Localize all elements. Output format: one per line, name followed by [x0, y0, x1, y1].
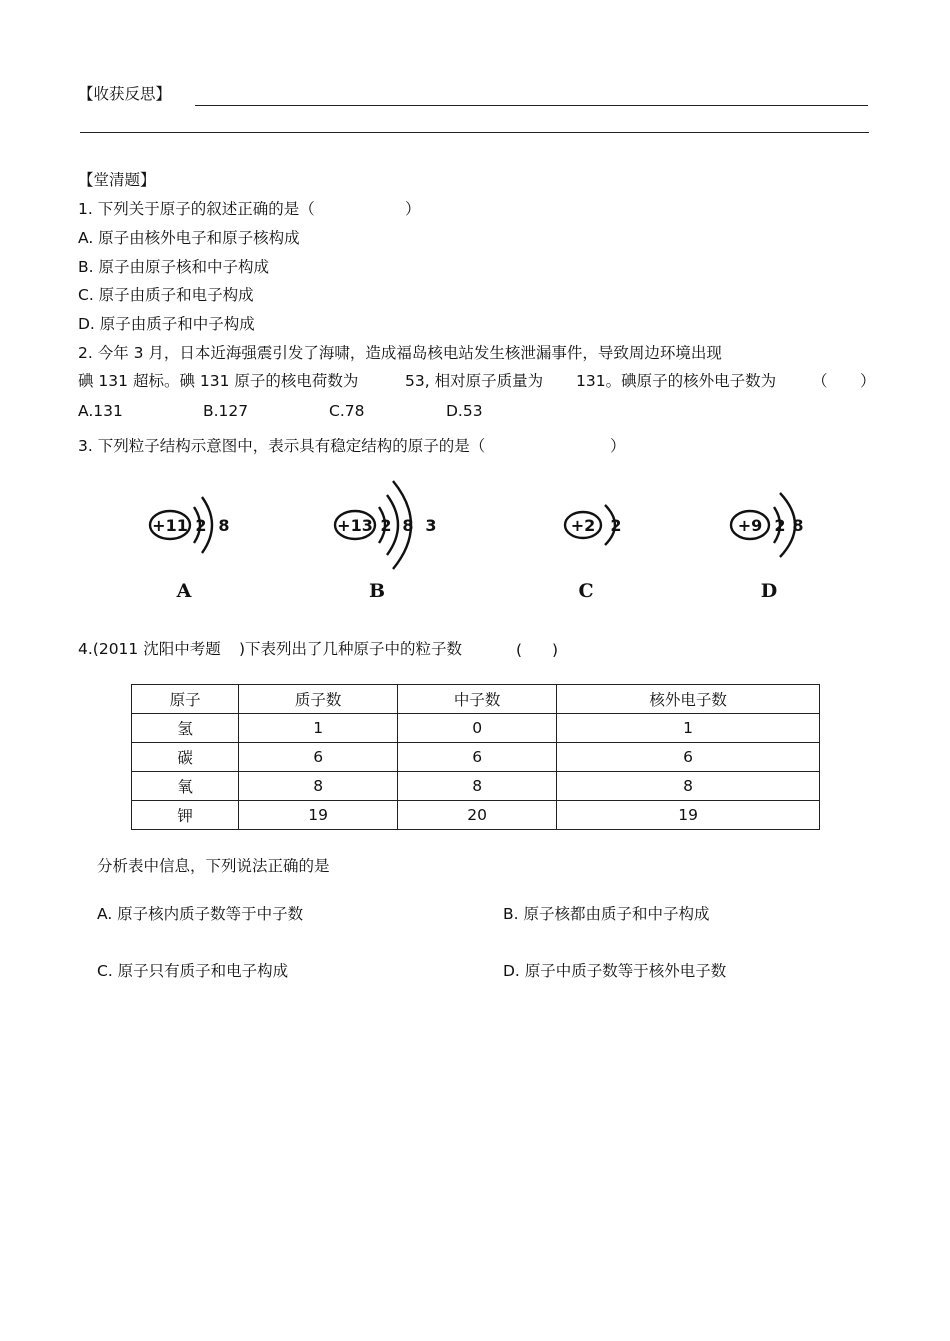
atom-b-nucleus: +13 — [337, 516, 373, 535]
table-cell: 钾 — [132, 801, 239, 830]
q2-line-2-b: 53, 相对原子质量为 — [405, 372, 544, 390]
reflection-line-2 — [80, 132, 869, 133]
table-header-row — [132, 685, 820, 714]
quiz-heading: 【堂清题】 — [78, 171, 156, 189]
reflection-line-1 — [195, 105, 868, 106]
q4-paren: ( — [516, 641, 523, 659]
atom-diagram-d — [722, 485, 822, 605]
table-header: 质子数 — [239, 685, 398, 714]
table-cell: 1 — [557, 714, 820, 743]
atom-b-letter: B — [368, 580, 386, 602]
atom-c-letter: C — [578, 580, 594, 602]
table-cell: 6 — [239, 743, 398, 772]
atom-d-letter: D — [760, 580, 778, 602]
table-cell: 0 — [398, 714, 557, 743]
q1-stem: 1. 下列关于原子的叙述正确的是（ — [78, 200, 315, 218]
table-cell: 19 — [557, 801, 820, 830]
q4-stem: 4.(2011 沈阳中考题 — [78, 640, 221, 658]
q2-line-2-c: 131。碘原子的核外电子数为 — [576, 372, 777, 390]
atom-a-shell-2: 8 — [218, 516, 230, 535]
q1-option-c: C. 原子由质子和电子构成 — [78, 286, 254, 304]
table-header: 中子数 — [398, 685, 557, 714]
atom-d-nucleus: +9 — [737, 516, 763, 535]
table-row — [132, 714, 820, 743]
particle-table — [131, 684, 820, 830]
q2-option-b: B.127 — [203, 402, 249, 420]
q1-option-a: A. 原子由核外电子和原子核构成 — [78, 229, 300, 247]
q4-stem-b: )下表列出了几种原子中的粒子数 — [239, 640, 463, 658]
q2-line-2-paren: （ — [812, 372, 828, 390]
q1-stem-end: ） — [405, 200, 421, 218]
q4-option-c: C. 原子只有质子和电子构成 — [97, 962, 289, 980]
q4-paren-end: ) — [552, 641, 559, 659]
q2-option-d: D.53 — [446, 402, 483, 420]
q2-line-1: 2. 今年 3 月，日本近海强震引发了海啸，造成福岛核电站发生核泄漏事件，导致周边环境出现 — [78, 344, 722, 362]
table-cell: 8 — [398, 772, 557, 801]
q3-stem: 3. 下列粒子结构示意图中，表示具有稳定结构的原子的是（ — [78, 437, 486, 455]
q1-option-b: B. 原子由原子核和中子构成 — [78, 258, 269, 276]
table-cell: 6 — [398, 743, 557, 772]
q4-option-b: B. 原子核都由质子和中子构成 — [503, 905, 710, 923]
atom-d-shell-1: 2 — [774, 516, 786, 535]
q4-option-d: D. 原子中质子数等于核外电子数 — [503, 962, 727, 980]
table-row — [132, 743, 820, 772]
atom-diagram-c — [555, 485, 645, 605]
table-cell: 1 — [239, 714, 398, 743]
table-cell: 氧 — [132, 772, 239, 801]
table-row — [132, 772, 820, 801]
q2-option-a: A.131 — [78, 402, 123, 420]
table-cell: 20 — [398, 801, 557, 830]
q2-option-c: C.78 — [329, 402, 365, 420]
q2-line-2: 碘 131 超标。碘 131 原子的核电荷数为 — [78, 372, 359, 390]
table-cell: 6 — [557, 743, 820, 772]
table-cell: 碳 — [132, 743, 239, 772]
atom-b-shell-1: 2 — [380, 516, 392, 535]
atom-a-letter: A — [176, 580, 192, 602]
q4-prompt: 分析表中信息，下列说法正确的是 — [97, 857, 330, 875]
atom-diagram-b — [325, 475, 455, 605]
atom-c-shell-1: 2 — [610, 516, 622, 535]
table-header: 原子 — [132, 685, 239, 714]
table-cell: 19 — [239, 801, 398, 830]
table-cell: 8 — [239, 772, 398, 801]
q2-line-2-paren-end: ） — [860, 372, 876, 390]
table-cell: 8 — [557, 772, 820, 801]
atom-c-nucleus: +2 — [570, 516, 596, 535]
atom-b-shell-2: 8 — [402, 516, 414, 535]
table-cell: 氢 — [132, 714, 239, 743]
atom-b-shell-3: 3 — [425, 516, 437, 535]
reflection-label: 【收获反思】 — [78, 85, 172, 103]
table-row — [132, 801, 820, 830]
table-header: 核外电子数 — [557, 685, 820, 714]
atom-diagram-a — [140, 485, 250, 605]
q3-stem-end: ） — [610, 437, 626, 455]
atom-d-shell-2: 8 — [792, 516, 804, 535]
q1-option-d: D. 原子由质子和中子构成 — [78, 315, 255, 333]
atom-a-nucleus: +11 — [152, 516, 188, 535]
q4-option-a: A. 原子核内质子数等于中子数 — [97, 905, 304, 923]
atom-a-shell-1: 2 — [195, 516, 207, 535]
